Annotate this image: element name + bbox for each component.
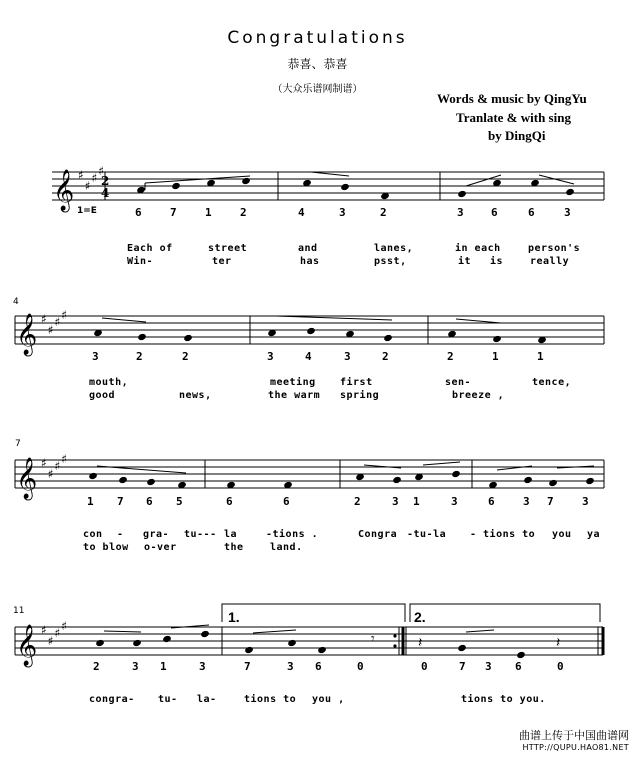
note-head	[137, 333, 147, 341]
note-head	[548, 479, 558, 487]
lyric: -tu-la	[407, 529, 447, 540]
lyric: you	[552, 529, 572, 540]
note-head	[392, 476, 402, 484]
jianpu-number: 0	[557, 660, 564, 673]
lyric: sen-	[445, 377, 472, 388]
jianpu-number: 1	[160, 660, 167, 673]
sharp-icon: ♯	[41, 456, 47, 470]
jianpu-number: 6	[515, 660, 522, 673]
jianpu-number: 3	[339, 206, 346, 219]
note-head	[383, 334, 393, 342]
sharp-icon: ♯	[47, 323, 54, 337]
jianpu-number: 3	[267, 350, 274, 363]
time-signature-top: 2	[101, 174, 110, 188]
jianpu-number: 2	[93, 660, 100, 673]
lyric: tu-	[158, 694, 178, 705]
key-label: 1=E	[77, 206, 97, 216]
note-head	[565, 188, 575, 196]
jianpu-number: 4	[305, 350, 312, 363]
jianpu-number: 7	[459, 660, 466, 673]
jianpu-number: 3	[564, 206, 571, 219]
lyric: the	[224, 542, 244, 553]
sharp-icon: ♯	[98, 164, 105, 178]
jianpu-number: 6	[315, 660, 322, 673]
jianpu-number: 6	[283, 495, 290, 508]
sharp-icon: ♯	[61, 308, 68, 322]
second-ending-bracket	[410, 604, 600, 622]
sharp-icon: ♯	[54, 626, 61, 640]
lyric: really	[530, 256, 570, 267]
key-signatures	[41, 164, 104, 648]
sharp-icon: ♯	[41, 312, 47, 326]
lyric: good	[89, 390, 116, 401]
jianpu-number: 2	[380, 206, 387, 219]
jianpu-number: 2	[354, 495, 361, 508]
lyric: person's	[528, 243, 581, 254]
jianpu-number: 6	[528, 206, 535, 219]
note-head	[162, 635, 172, 643]
time-signature-bottom: 4	[101, 186, 110, 200]
jianpu-number: 1	[87, 495, 94, 508]
jianpu-number: 3	[199, 660, 206, 673]
sharp-icon: ♯	[84, 179, 91, 193]
beam-line	[466, 630, 494, 632]
jianpu-number: 0	[357, 660, 364, 673]
beam-line	[423, 462, 460, 465]
lyric: tence,	[532, 377, 572, 388]
lyric: congra-	[89, 694, 135, 705]
beam-line	[456, 319, 501, 323]
lyric: psst,	[374, 256, 407, 267]
measure-number: 7	[15, 439, 21, 449]
treble-clef-icon: 𝄞	[16, 458, 38, 499]
lyric: is	[490, 256, 504, 267]
jianpu-number: 3	[132, 660, 139, 673]
jianpu-number: 3	[485, 660, 492, 673]
lyric: and	[298, 243, 318, 254]
jianpu-number: 4	[298, 206, 305, 219]
volta-brackets	[222, 604, 600, 622]
lyric: ter	[212, 256, 232, 267]
note-head	[523, 476, 533, 484]
lyric: spring	[340, 390, 380, 401]
lyric: in each	[455, 243, 501, 254]
lyric: street	[208, 243, 248, 254]
note-head	[306, 327, 316, 335]
lyric: o-ver	[144, 542, 177, 553]
beams	[97, 172, 594, 633]
jianpu-number: 3	[582, 495, 589, 508]
sharp-icon: ♯	[47, 467, 54, 481]
jianpu-number: 5	[176, 495, 183, 508]
note-head	[171, 182, 181, 190]
jianpu-number: 7	[244, 660, 251, 673]
sharp-icon: ♯	[91, 171, 98, 185]
lyric: it	[458, 256, 472, 267]
treble-clef-icon: 𝄞	[16, 625, 38, 666]
lyric: lanes,	[374, 243, 414, 254]
song-title: Congratulations	[227, 28, 408, 48]
lyric: mouth,	[89, 377, 129, 388]
time-signature	[101, 174, 109, 200]
jianpu-number: 1	[537, 350, 544, 363]
jianpu-number: 3	[451, 495, 458, 508]
measure-number: 11	[13, 606, 25, 616]
lyric: breeze ,	[452, 390, 505, 401]
jianpu-number: 6	[135, 206, 142, 219]
quarter-rest-1: 𝄽	[418, 635, 423, 651]
sharp-icon: ♯	[54, 315, 61, 329]
jianpu-number: 2	[136, 350, 143, 363]
song-subtitle: 恭喜、恭喜	[287, 57, 348, 71]
note-head	[585, 477, 595, 485]
note-head	[287, 639, 297, 647]
note-head	[132, 639, 142, 647]
beam-line	[253, 630, 296, 633]
beam-line	[311, 172, 349, 176]
note-head	[492, 335, 502, 343]
volta-second-label: 2.	[414, 609, 426, 625]
jianpu-number: 6	[146, 495, 153, 508]
jianpu-number: 6	[488, 495, 495, 508]
note-head	[88, 472, 98, 480]
note-head	[146, 478, 156, 486]
credit-line-3: by DingQi	[488, 128, 546, 143]
treble-clef-icon: 𝄞	[16, 314, 38, 355]
jianpu-number: 3	[457, 206, 464, 219]
sharp-icon: ♯	[41, 623, 47, 637]
beam-line	[276, 316, 392, 320]
lyric: ya	[587, 529, 601, 540]
note-head	[340, 183, 350, 191]
note-head	[244, 646, 254, 654]
jianpu-number: 1	[205, 206, 212, 219]
jianpu-number: 3	[523, 495, 530, 508]
jianpu-number: 2	[240, 206, 247, 219]
lyric: - tions to	[470, 529, 536, 540]
lyric: la	[224, 529, 238, 540]
beam-line	[104, 631, 141, 632]
credit-line-1: Words & music by QingYu	[437, 91, 587, 106]
credit-line-2: Tranlate & with sing	[456, 110, 571, 125]
note-head	[95, 639, 105, 647]
sharp-icon: ♯	[61, 619, 68, 633]
jianpu-number: 2	[182, 350, 189, 363]
song-source: （大众乐谱网制谱）	[272, 84, 363, 95]
note-head	[457, 190, 467, 198]
lyric: tu---	[184, 529, 217, 540]
note-head	[451, 470, 461, 478]
jianpu-number: 7	[170, 206, 177, 219]
lyric: tions to you.	[461, 694, 546, 705]
jianpu-number: 6	[491, 206, 498, 219]
beam-line	[102, 318, 146, 322]
sharp-icon: ♯	[78, 168, 84, 182]
jianpu-number: 3	[92, 350, 99, 363]
jianpu-number: 7	[117, 495, 124, 508]
watermark-url: HTTP://QUPU.HAO81.NET	[522, 743, 629, 752]
watermark-line-1: 曲谱上传于中国曲谱网	[519, 729, 629, 742]
note-head	[118, 476, 128, 484]
treble-clefs	[16, 169, 74, 667]
lyric: con	[83, 529, 103, 540]
jianpu-number: 0	[421, 660, 428, 673]
note-head	[241, 177, 251, 185]
lyric: meeting	[270, 377, 316, 388]
lyric: Each of	[127, 243, 173, 254]
lyric: tions to	[244, 694, 297, 705]
jianpu-number: 1	[413, 495, 420, 508]
note-head	[183, 334, 193, 342]
treble-clef-icon: 𝄞	[53, 170, 75, 211]
volta-first-label: 1.	[228, 609, 240, 625]
first-ending-bracket	[222, 604, 405, 622]
note-head	[200, 630, 210, 638]
lyric: -tions .	[266, 529, 319, 540]
lyric: you ,	[312, 694, 345, 705]
note-head	[516, 651, 526, 659]
measure-number: 4	[13, 297, 19, 307]
sharp-icon: ♯	[54, 459, 61, 473]
lyric: Win-	[127, 256, 154, 267]
lyric: land.	[270, 542, 303, 553]
sharp-icon: ♯	[47, 634, 54, 648]
lyric: gra-	[143, 529, 170, 540]
note-head	[457, 644, 467, 652]
lyric: la-	[197, 694, 217, 705]
jianpu-number: 6	[226, 495, 233, 508]
quarter-rest-2: 𝄽	[556, 635, 561, 651]
jianpu-number: 7	[547, 495, 554, 508]
watermark	[519, 730, 629, 754]
jianpu-number: 2	[382, 350, 389, 363]
lyric: Congra	[358, 529, 398, 540]
eighth-rest: 𝄾	[371, 631, 375, 647]
jianpu-number: 3	[344, 350, 351, 363]
lyric: to blow	[83, 542, 129, 553]
jianpu-number: 3	[287, 660, 294, 673]
lyric: the warm	[268, 390, 321, 401]
lyric: -	[117, 529, 124, 540]
lyric: has	[300, 256, 320, 267]
sharp-icon: ♯	[61, 452, 68, 466]
lyric: first	[340, 377, 373, 388]
lyric: news,	[179, 390, 212, 401]
note-head	[317, 646, 327, 654]
jianpu-number: 1	[492, 350, 499, 363]
jianpu-number: 3	[392, 495, 399, 508]
jianpu-number: 2	[447, 350, 454, 363]
